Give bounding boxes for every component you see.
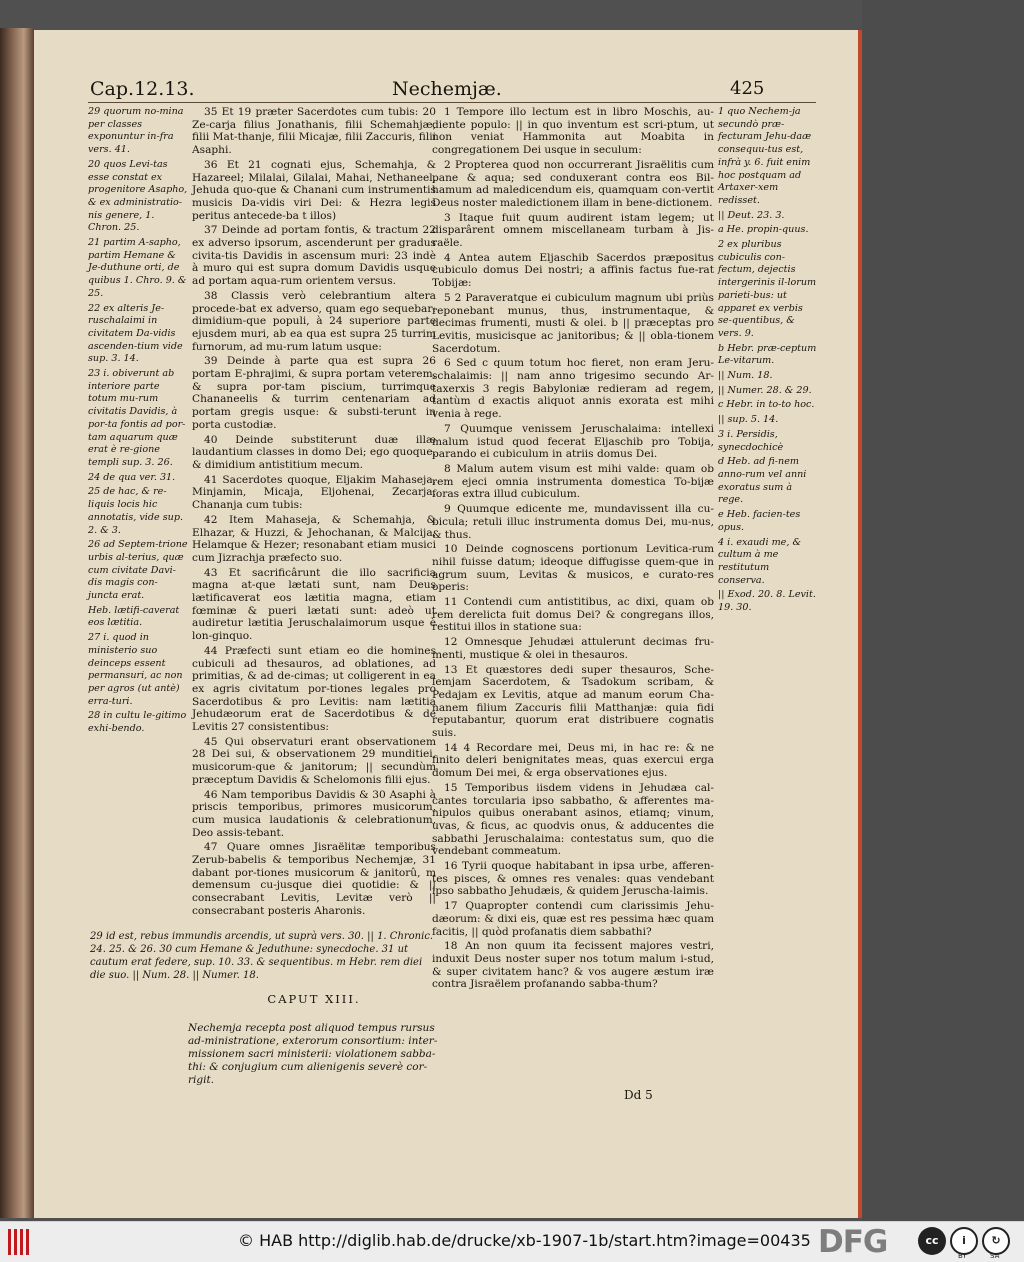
- verse-paragraph: 44 Præfecti sunt etiam eo die homines cubiculi ad thesauros, ad oblationes, ad primitias, & ad de-cimas; ut colligerent in ea ex agris civitatum por-tiones legales pro Sacerdotibus & pro Levitis: nam lætitia Jehudæorum erat de Sacerdotibus & de Levitis 27 consistentibus:: [192, 644, 436, 734]
- verse-paragraph: 39 Deinde à parte qua est supra 26 portam E-phrajimi, & supra portam veterem, & supra por-tam piscium, turrimque Chananeelis & turrim centenariam ad portam gregis usque: & substi-terunt in porta custodiæ.: [192, 355, 436, 431]
- page-red-edge: [858, 30, 862, 1218]
- margin-note: 25 de hac, & re-liquis locis hic annotatis, vide sup. 2. & 3.: [88, 486, 184, 536]
- chapter-heading: CAPUT XIII.: [267, 992, 361, 1006]
- verse-paragraph: 17 Quapropter contendi cum clarissimis Jehu-dæorum: & dixi eis, quæ est res pessima hæc quam facitis, || quòd profanatis diem sabbathi?: [432, 900, 714, 938]
- signature-mark: Dd 5: [624, 1088, 653, 1102]
- margin-note: 26 ad Septem-trione urbis al-terius, quæ cum civitate Davi-dis magis con-juncta erat.: [88, 539, 188, 602]
- share-alike-icon: ↻: [982, 1227, 1010, 1255]
- verse-paragraph: 1 Tempore illo lectum est in libro Moschis, au-diente populo: || in quo inventum est scri-ptum, ut non veniat Hammonita aut Moabita in congregationem Dei usque in seculum:: [432, 106, 714, 157]
- verse-paragraph: 40 Deinde substiterunt duæ illæ laudantium classes in domo Dei; ego quoque, & dimidium antistitium mecum.: [192, 433, 436, 471]
- right-column-text: [432, 106, 714, 993]
- sa-label: SA: [990, 1252, 1000, 1260]
- margin-note: || Deut. 23. 3.: [718, 209, 785, 221]
- dfg-logo: DFG: [818, 1224, 888, 1260]
- left-footnotes: 29 id est, rebus immundis arcendis, ut suprà vers. 30. || 1. Chronic. 24. 25. & 26. 30 cum Hemane & Jeduthune: synecdoche. 31 ut cautum erat federe, sup. 10. 33. & sequentibus. m Hebr. rem diei die suo. || Num. 28. || Numer. 18.: [90, 931, 434, 981]
- verse-paragraph: 9 Quumque edicente me, mundavissent illa cu-bicula; retuli illuc instrumenta domus Dei, mu-nus, & thus.: [432, 503, 714, 541]
- verse-paragraph: 14 4 Recordare mei, Deus mi, in hac re: & ne finito deleri benignitates meas, quas exercui erga domum Dei mei, & erga observationes ejus.: [432, 741, 714, 780]
- margin-note: 3 i. Persidis, synecdochicè: [718, 428, 784, 453]
- margin-note: 20 quos Levi-tas esse constat ex progenitore Asapho, & ex administratio-nis genere, 1. Chron. 25.: [88, 158, 188, 234]
- running-head-left: Cap.12.13.: [90, 78, 195, 100]
- footer-bar: [0, 1221, 1024, 1262]
- scanned-page: [34, 30, 860, 1218]
- chapter-summary: Nechemja recepta post aliquod tempus rursus ad-ministratione, exterorum consortium: inter-missionem sacri ministerii: violationem sabba-thi: & conjugium cum alienigenis severè cor-rigit.: [188, 1022, 438, 1086]
- margin-note: || sup. 5. 14.: [718, 414, 779, 426]
- verse-paragraph: 35 Et 19 præter Sacerdotes cum tubis: 20 Ze-carja filius Jonathanis, filii Schemahjæ, filii Mat-thanje, filii Micajæ, filii Zaccuris, filii Asaphi.: [192, 106, 436, 157]
- attribution-icon: i: [950, 1227, 978, 1255]
- verse-paragraph: 42 Item Mahaseja, & Schemahja, & Elhazar, & Huzzi, & Jehochanan, & Malcija, Helamque & Hezer; resonabant etiam musici cum Jizrachja præfecto suo.: [192, 513, 436, 564]
- verse-paragraph: 13 Et quæstores dedi super thesauros, Sche-lemjam Sacerdotem, & Tsadokum scribam, & Pedajam ex Levitis, atque ad manum eorum Cha-nanem filium Zaccuris filii Matthanjæ: quia fidi reputabantur, quorum erat distribuere cognatis suis.: [432, 663, 714, 740]
- margin-note: a He. propin-quus.: [718, 224, 809, 236]
- verse-paragraph: 45 Qui observaturi erant observationem 28 Dei sui, & observationem 29 munditiei, musicorum-que & janitorum; || secundùm præceptum Davidis & Schelomonis filii ejus.: [192, 735, 436, 786]
- verse-paragraph: 6 Sed c quum totum hoc fieret, non eram Jeru-schalaimis: || nam anno trigesimo secundo Ar-taxerxis 3 regis Babyloniæ redieram ad regem, tantùm d exactis aliquot annis exorata est mihi venia à rege.: [432, 357, 714, 421]
- verse-paragraph: 2 Propterea quod non occurrerant Jisraëlitis cum pane & aqua; sed conduxerant contra eos Bil-hamum ad maledicendum eis, quamquam con-vertit Deus noster maledictionem illam in bene-dictionem.: [432, 158, 714, 209]
- margin-note: 28 in cultu le-gitimo exhi-bendo.: [88, 710, 187, 735]
- margin-note: 2 ex pluribus cubiculis con-fectum, dejectis intergerinis il-lorum parieti-bus: ut apparet ex verbis se-quentibus, & vers. 9.: [718, 239, 817, 339]
- verse-paragraph: 38 Classis verò celebrantium altera procede-bat ex adverso, quam ego sequebar: dimidium-que populi, à 24 superiore parte ejusdem muri, ab ea qua est supra 25 turrim furnorum, ad mu-rum latum usque:: [192, 289, 436, 353]
- margin-note: || Exod. 20. 8. Levit. 19. 30.: [718, 589, 816, 614]
- verse-paragraph: 15 Temporibus iisdem videns in Jehudæa cal-cantes torcularia ipso sabbatho, & afferentes ma-nipulos quibus onerabant asinos, etiamq; vinum, uvas, & ficus, ac quodvis onus, & adducentes die sabbathi Jeruschalaima: contestatus sum, quo die vendebant commeatum.: [432, 781, 714, 858]
- verse-paragraph: 43 Et sacrificârunt die illo sacrificia magna at-que lætati sunt, nam Deus lætificaverat eos lætitia magna, etiam fœminæ & pueri lætati sunt: adeò ut audiretur lætitia Jeruschalaimorum usque è lon-ginquo.: [192, 566, 436, 643]
- margin-note: c Hebr. in to-to hoc.: [718, 399, 815, 411]
- left-marginalia: [88, 106, 188, 738]
- verse-paragraph: 11 Contendi cum antistitibus, ac dixi, quam ob rem derelicta fuit domus Dei? & congregans illos, restitui illos in statione sua:: [432, 596, 714, 634]
- verse-paragraph: 47 Quare omnes Jisraëlitæ temporibus Zerub-babelis & temporibus Nechemjæ, 31 dabant por-tiones musicorum & janitorû, m demensum cu-jusque diei quotidie: & || consecrabant Levitis, Levitæ verò || consecrabant posteris Aharonis.: [192, 841, 436, 917]
- margin-note: 24 de qua ver. 31.: [88, 471, 176, 483]
- margin-note: e Heb. facien-tes opus.: [718, 509, 801, 533]
- running-head-title: Nechemjæ.: [392, 78, 502, 100]
- verse-paragraph: 3 Itaque fuit quum audirent istam legem; ut disparârent omnem miscellaneam turbam à Jis-raële.: [432, 211, 714, 250]
- margin-note: 27 i. quod in ministerio suo deinceps essent permansuri, ac non per agros (ut antè) erra-turi.: [88, 632, 183, 707]
- margin-note: d Heb. ad fi-nem anno-rum vel anni exoratus sum à rege.: [718, 456, 807, 506]
- header-rule: [88, 102, 816, 103]
- verse-paragraph: 41 Sacerdotes quoque, Eljakim Mahaseja, Minjamin, Micaja, Eljohenai, Zecarja, Chananja cum tubis:: [192, 473, 436, 512]
- verse-paragraph: 8 Malum autem visum est mihi valde: quam ob rem ejeci omnia instrumenta domestica To-bijæ foras extra illud cubiculum.: [432, 462, 714, 501]
- verse-paragraph: 12 Omnesque Jehudæi attulerunt decimas fru-menti, mustique & olei in thesauros.: [432, 636, 714, 661]
- cc-license-icon[interactable]: cc: [918, 1227, 946, 1255]
- verse-paragraph: 37 Deinde ad portam fontis, & tractum 22 ex adverso ipsorum, ascenderunt per gradus civita-tis Davidis in ascensum muri: 23 indè à muro qui est supra domum Davidis usque ad portam aqua-rum orientem versus.: [192, 224, 436, 288]
- margin-note: || Num. 18.: [718, 370, 773, 382]
- margin-note: 1 quo Nechem-ja secundò præ-fecturam Jehu-daæ consequu-tus est, infrà y. 6. fuit enim hoc postquam ad Artaxer-xem redisset.: [718, 106, 812, 206]
- left-column-text: [192, 106, 436, 920]
- margin-note: 22 ex alteris Je-ruschalaimi in civitatem Da-vidis ascenden-tium vide sup. 3. 14.: [88, 302, 183, 365]
- library-logo-icon: [8, 1229, 34, 1255]
- verse-paragraph: 18 An non quum ita fecissent majores vestri, induxit Deus noster super nos totum malum i-stud, & super civitatem hanc? & vos augere æstum iræ contra Jisraëlem profanando sabba-thum?: [432, 940, 714, 991]
- margin-note: 4 i. exaudi me, & cultum à me restitutum conserva.: [718, 536, 801, 586]
- viewer-background: [862, 0, 1024, 1221]
- right-marginalia: [718, 106, 818, 617]
- book-binding-edge: [0, 28, 34, 1218]
- by-label: BY: [958, 1252, 967, 1260]
- verse-paragraph: 36 Et 21 cognati ejus, Schemahja, & Hazareel; Milalai, Gilalai, Mahai, Nethaneel, Jehuda quo-que & Chanani cum instrumentis musicis Da-vidis viri Dei: & Hezra legis peritus antecede-ba t illos): [192, 158, 436, 222]
- margin-note: 21 partim A-sapho, partim Hemane & Je-duthune orti, de quibus 1. Chro. 9. & 25.: [88, 237, 187, 299]
- source-link[interactable]: © HAB http://diglib.hab.de/drucke/xb-1907-1b/start.htm?image=00435: [238, 1231, 811, 1250]
- margin-note: 23 i. obiverunt ab interiore parte totum mu-rum civitatis Davidis, à por-ta fontis ad por-tam aquarum quæ erat è re-gione templi sup. 3. 26.: [88, 368, 186, 468]
- verse-paragraph: 5 2 Paraveratque ei cubiculum magnum ubi priùs reponebant munus, thus, instrumentaque, & decimas frumenti, musti & olei. b || præceptas pro Levitis, musicisque ac janitoribus; & || obla-tionem Sacerdotum.: [432, 291, 714, 355]
- margin-note: b Hebr. præ-ceptum Le-vitarum.: [718, 342, 817, 367]
- margin-note: Heb. lætifi-caverat eos lætitia.: [88, 604, 180, 629]
- margin-note: || Numer. 28. & 29.: [718, 384, 812, 396]
- page-number: 425: [730, 78, 765, 99]
- verse-paragraph: 46 Nam temporibus Davidis & 30 Asaphi à priscis temporibus, primores musicorum, cum musica laudationis & celebrationum, Deo assis-tebant.: [192, 788, 436, 839]
- verse-paragraph: 7 Quumque venissem Jeruschalaima: intellexi malum istud quod fecerat Eljaschib pro Tobija, parando ei cubiculum in atriis domus Dei.: [432, 422, 714, 461]
- verse-paragraph: 10 Deinde cognoscens portionum Levitica-rum nihil fuisse datum; ideoque diffugisse quem-que in agrum suum, Levitas & musicos, e curato-res operis:: [432, 543, 714, 594]
- margin-note: 29 quorum no-mina per classes exponuntur in-fra vers. 41.: [88, 106, 184, 156]
- verse-paragraph: 16 Tyrii quoque habitabant in ipsa urbe, afferen-tes pisces, & omnes res venales: quas vendebant ipso sabbatho Jehudæis, & quidem Jeruscha-laimis.: [432, 860, 714, 898]
- verse-paragraph: 4 Antea autem Eljaschib Sacerdos præpositus cubiculo domus Dei nostri; a affinis factus fue-rat Tobijæ:: [432, 251, 714, 290]
